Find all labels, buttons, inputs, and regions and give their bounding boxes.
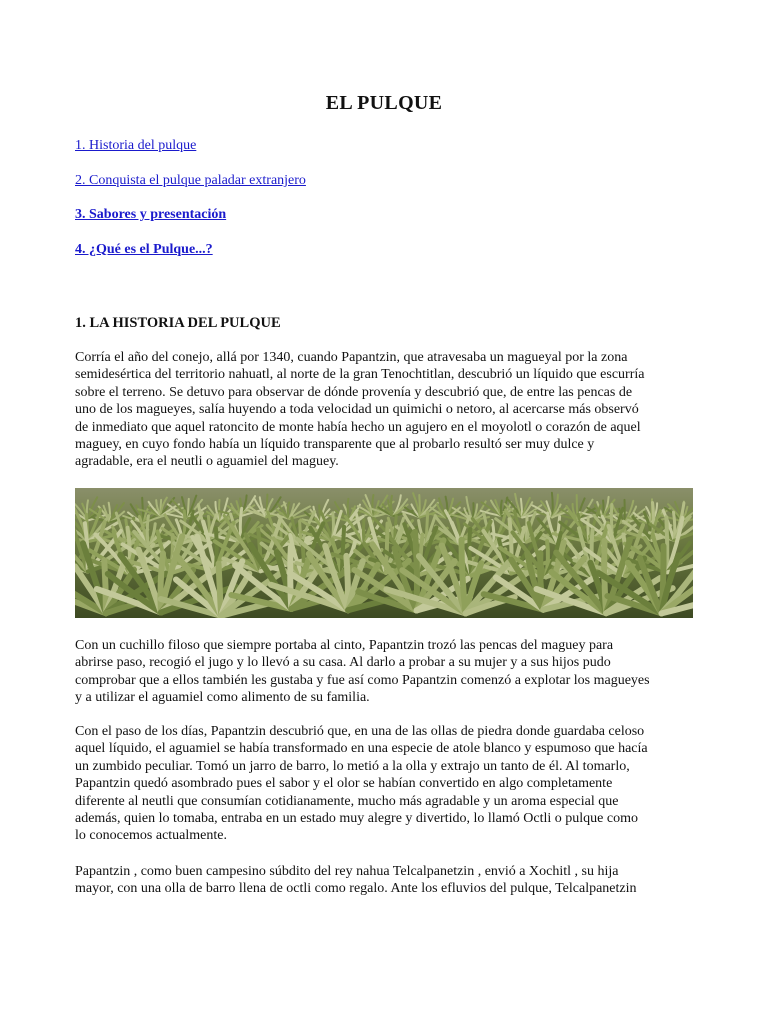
agave-leaf (290, 547, 291, 609)
toc-link-sabores[interactable]: 3. Sabores y presentación (75, 207, 227, 222)
toc-link-historia[interactable]: 1. Historia del pulque (75, 138, 197, 153)
text-line: comprobar que a ellos también les gustaba y fue así como Papantzin comenzó a explotar los magueyes (75, 672, 650, 688)
text-line: además, quien lo tomaba, entraba en un estado muy alegre y divertido, lo llamó Octli o pulque como (75, 811, 638, 827)
text-line: mayor, con una olla de barro llena de octli como regalo. Ante los efluvios del pulque, Telcalpanetzin (75, 881, 637, 897)
text-line: un zumbido peculiar. Tomó un jarro de barro, lo metió a la olla y extrajo un tanto de él. Al tomarlo, (75, 758, 630, 774)
agave-leaf (469, 529, 471, 576)
agave-leaf (552, 493, 553, 518)
section-heading: 1. LA HISTORIA DEL PULQUE (75, 315, 281, 331)
paragraph-4 (75, 863, 705, 898)
text-line: Papantzin , como buen campesino súbdito del rey nahua Telcalpanetzin , envió a Xochitl , su hija (75, 864, 619, 879)
toc-link-conquista[interactable]: 2. Conquista el pulque paladar extranjero (75, 173, 306, 188)
text-line: agradable, era el neutli o aguamiel del maguey. (75, 454, 339, 470)
agave-field-image (75, 488, 693, 618)
text-line: sobre el terreno. Se detuvo para observar de dónde provenía y descubrió que, de entre las pencas de (75, 384, 633, 400)
text-line: Corría el año del conejo, allá por 1340, cuando Papantzin, que atravesaba un magueyal por la zona (75, 350, 628, 365)
text-line: maguey, en cuyo fondo había un líquido transparente que al probarlo resultó ser muy dulce y (75, 437, 595, 453)
agave-leaf (666, 517, 667, 572)
paragraph-1 (75, 349, 705, 471)
text-line: lo conocemos actualmente. (75, 828, 227, 844)
text-line: Con el paso de los días, Papantzin descubrió que, en una de las ollas de piedra donde guardaba celoso (75, 724, 645, 739)
text-line: Papantzin quedó asombrado pues el sabor y el olor se habían convertido en algo completamente (75, 776, 613, 792)
text-line: y a utilizar el aguamiel como alimento de su familia. (75, 690, 370, 706)
agave-field-illustration (75, 488, 693, 618)
text-line: abrirse paso, recogió el jugo y lo llevó a su casa. Al darlo a probar a su mujer y a sus hijos pudo (75, 655, 611, 671)
text-line: semidesértica del territorio nahuatl, al norte de la gran Tenochtitlan, descubrió un líquido que escurría (75, 367, 645, 383)
text-line: de inmediato que aquel ratoncito de monte había hecho un agujero en el moyolotl o corazón de aquel (75, 419, 641, 435)
text-line: diferente al neutli que consumían cotidianamente, mucho más agradable y un aroma especial que (75, 793, 619, 809)
agave-leaf (540, 553, 543, 610)
agave-leaf (419, 495, 420, 517)
paragraph-2 (75, 637, 705, 707)
paragraph-3 (75, 723, 705, 845)
toc-link-que-es[interactable]: 4. ¿Qué es el Pulque...? (75, 242, 213, 257)
text-line: uno de los magueyes, salía huyendo a toda velocidad un quimichi o netoro, al acercarse más observó (75, 402, 639, 418)
agave-leaf (147, 516, 148, 548)
page-title: EL PULQUE (325, 92, 443, 114)
text-line: aquel líquido, el aguamiel se había transformado en una especie de atole blanco y espumoso que hacía (75, 741, 648, 757)
text-line: Con un cuchillo filoso que siempre portaba al cinto, Papantzin trozó las pencas del maguey para (75, 638, 614, 653)
